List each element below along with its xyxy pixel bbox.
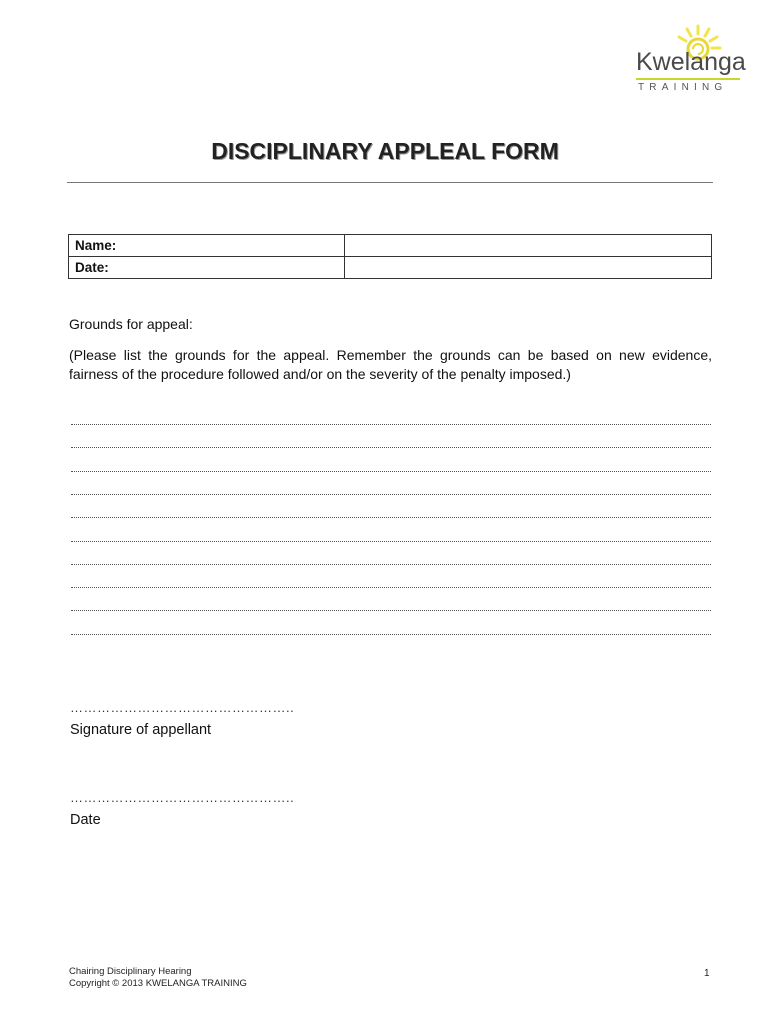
logo-underline bbox=[636, 78, 740, 80]
name-label: Name: bbox=[69, 235, 345, 257]
signature-label: Signature of appellant bbox=[70, 722, 212, 738]
grounds-heading: Grounds for appeal: bbox=[69, 316, 193, 332]
footer bbox=[69, 966, 247, 990]
answer-line[interactable] bbox=[71, 517, 711, 520]
answer-line[interactable] bbox=[71, 471, 711, 474]
signature-line[interactable]: ………………………………………….. bbox=[70, 700, 295, 715]
date-label: Date: bbox=[69, 257, 345, 279]
answer-line[interactable] bbox=[71, 447, 711, 450]
answer-line[interactable] bbox=[71, 494, 711, 497]
answer-line[interactable] bbox=[71, 564, 711, 567]
date-signature-line[interactable]: ………………………………………….. bbox=[70, 790, 295, 805]
answer-line[interactable] bbox=[71, 541, 711, 544]
name-field[interactable] bbox=[345, 235, 712, 257]
logo-wordmark: Kwelanga bbox=[636, 48, 746, 76]
footer-copyright: Copyright © 2013 KWELANGA TRAINING bbox=[69, 978, 247, 989]
kwelanga-logo bbox=[632, 22, 746, 93]
details-table bbox=[68, 234, 712, 279]
answer-line[interactable] bbox=[71, 424, 711, 427]
date-row bbox=[69, 257, 712, 279]
logo-tagline: TRAINING bbox=[638, 82, 728, 93]
answer-line[interactable] bbox=[71, 634, 711, 637]
date-field[interactable] bbox=[345, 257, 712, 279]
answer-line[interactable] bbox=[71, 610, 711, 613]
form-title: DISCIPLINARY APPLEAL FORM bbox=[211, 138, 559, 164]
title-divider bbox=[67, 182, 713, 183]
answer-line[interactable] bbox=[71, 587, 711, 590]
footer-course: Chairing Disciplinary Hearing bbox=[69, 966, 192, 977]
name-row bbox=[69, 235, 712, 257]
date-signature-label: Date bbox=[70, 812, 101, 828]
grounds-instructions: (Please list the grounds for the appeal. Remember the grounds can be based on new evidence, fairness of the procedure followed and/or on the severity of the penalty imposed.) bbox=[69, 347, 712, 382]
page-number: 1 bbox=[704, 968, 710, 979]
